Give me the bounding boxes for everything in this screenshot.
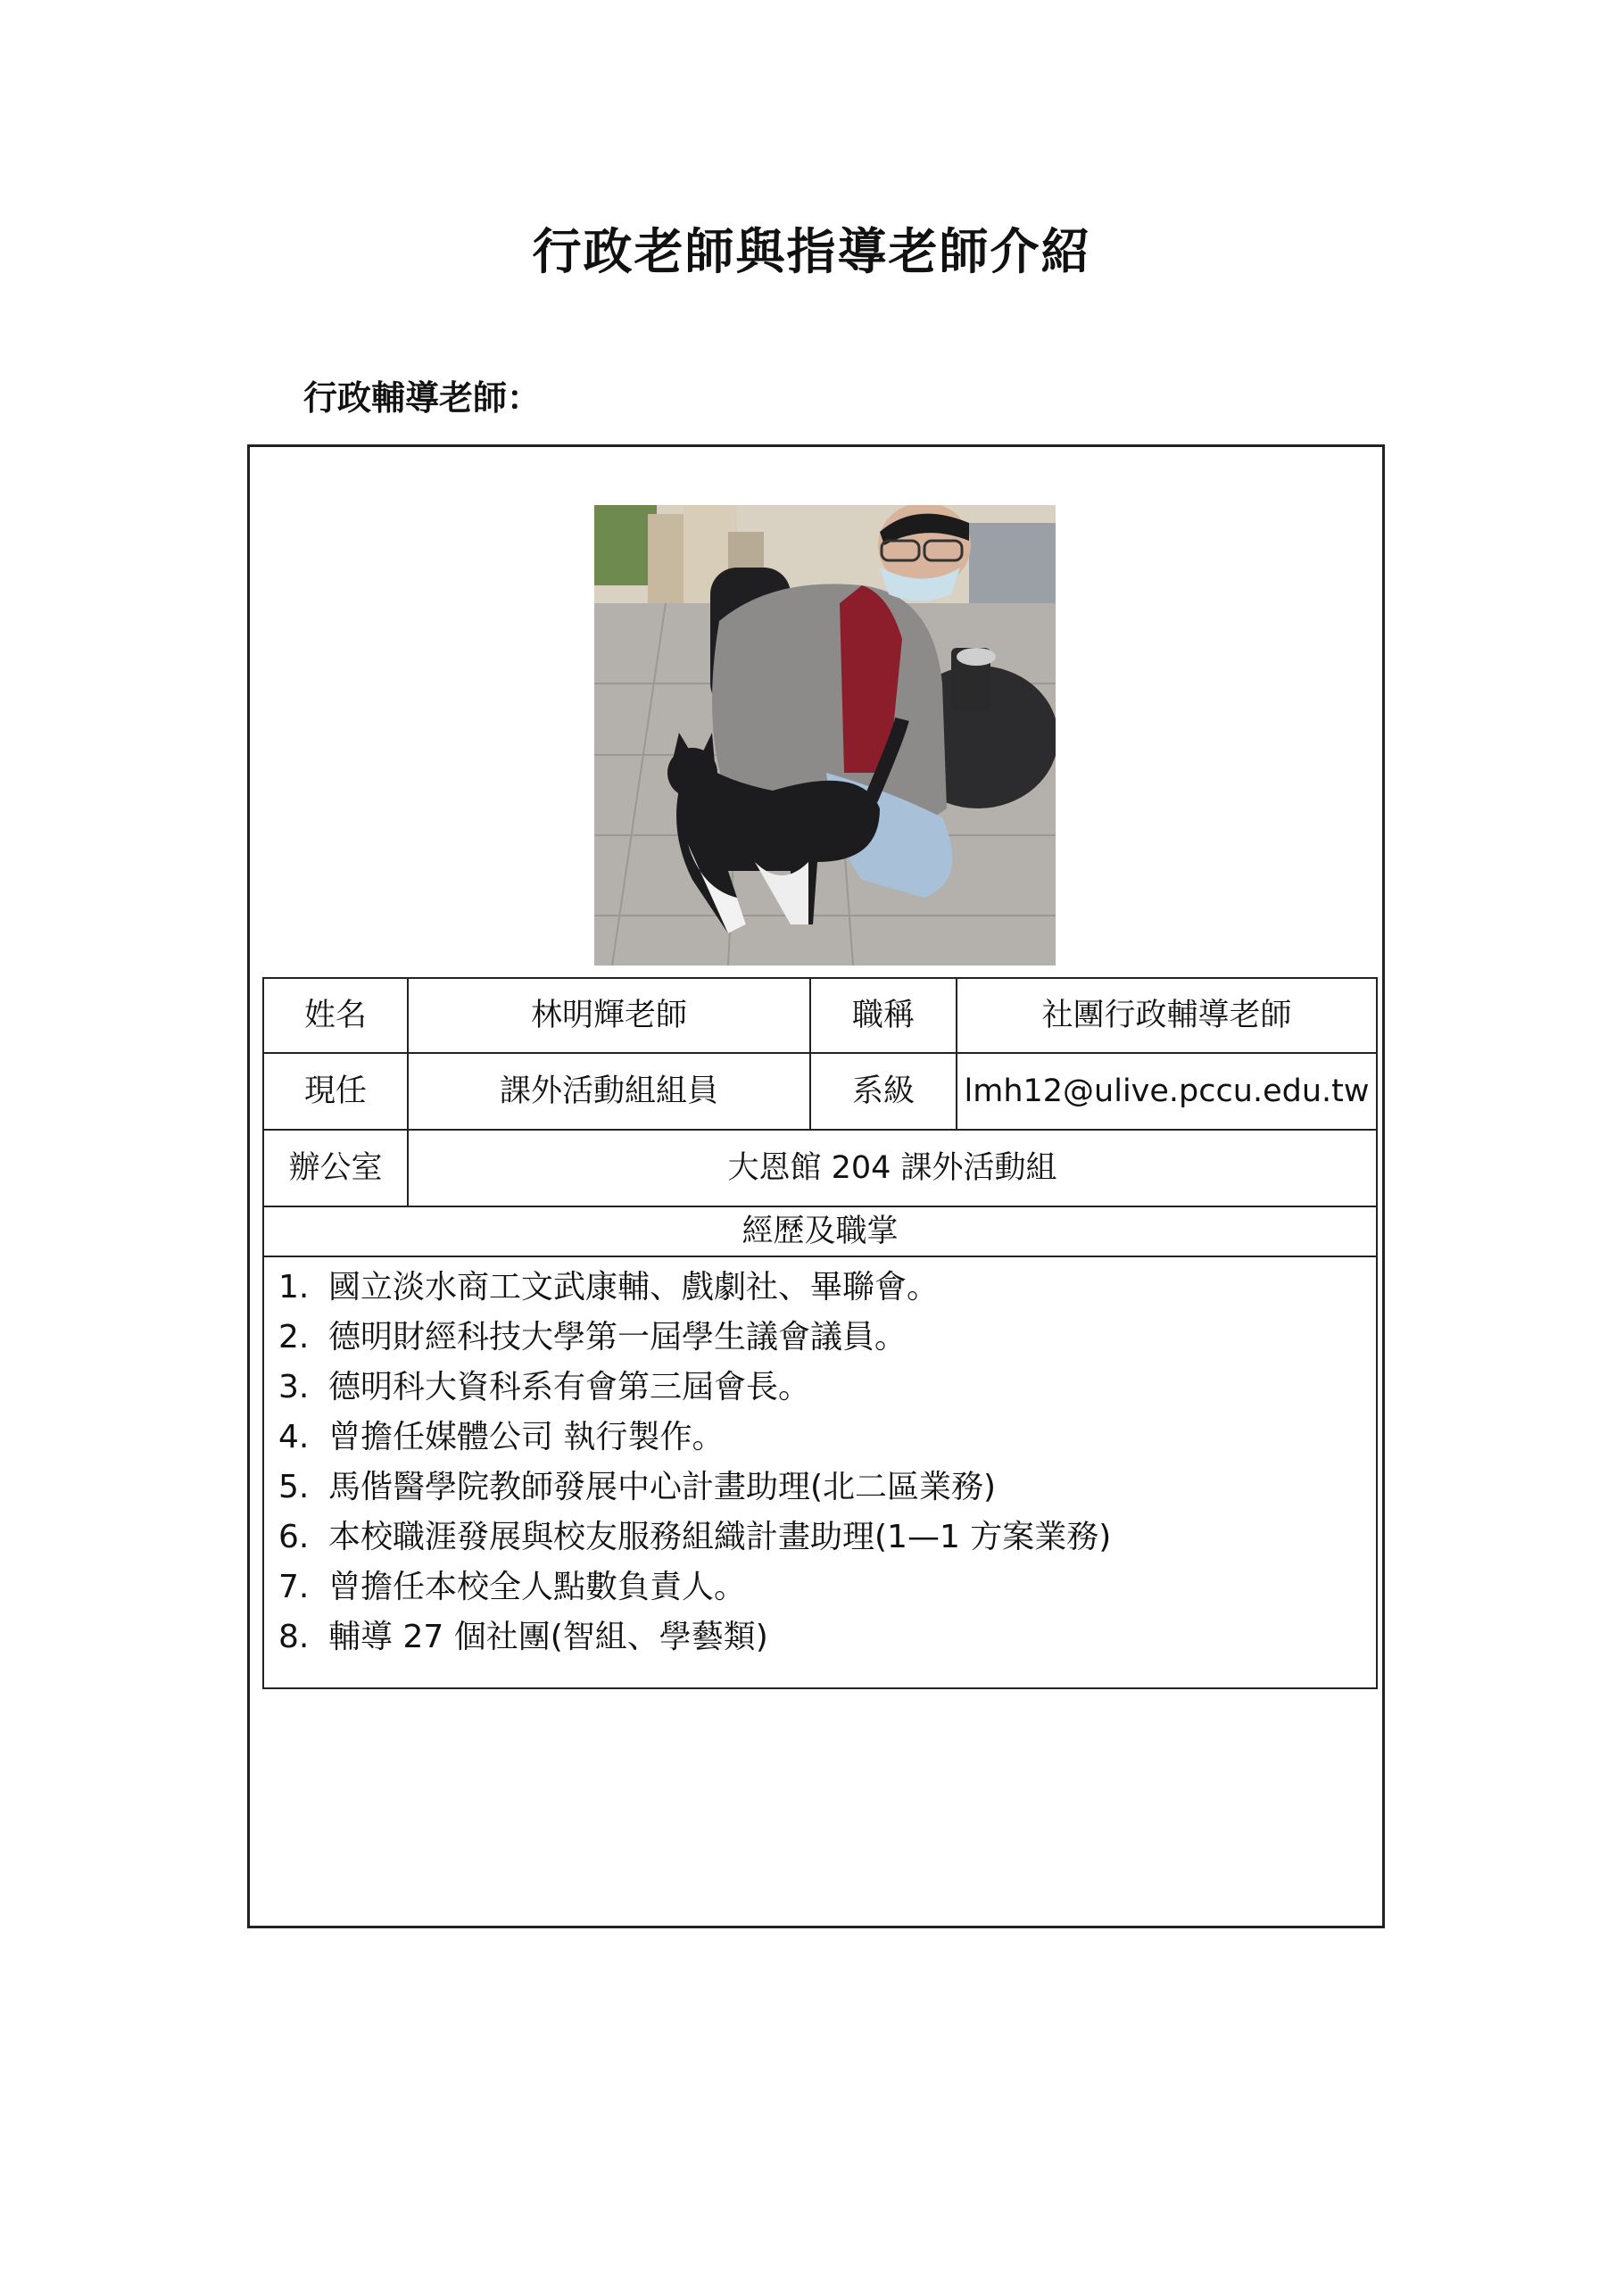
list-item bbox=[278, 1612, 1362, 1662]
list-item-text: 馬偕醫學院教師發展中心計畫助理(北二區業務) bbox=[328, 1469, 997, 1506]
list-item-number: 3. bbox=[278, 1369, 310, 1406]
list-item-number: 5. bbox=[278, 1469, 310, 1506]
list-item-number: 2. bbox=[278, 1319, 310, 1356]
list-item-text: 曾擔任本校全人點數負責人。 bbox=[328, 1569, 747, 1606]
teacher-photo bbox=[594, 505, 1056, 966]
section-heading: 行政輔導老師： bbox=[303, 378, 542, 418]
page-title: 行政老師與指導老師介紹 bbox=[532, 223, 1092, 280]
list-item bbox=[278, 1263, 1362, 1313]
list-item bbox=[278, 1413, 1362, 1463]
name-value: 林明輝老師 bbox=[408, 978, 810, 1053]
name-label: 姓名 bbox=[263, 978, 408, 1053]
dept-label: 系級 bbox=[810, 1053, 957, 1130]
list-item-text: 輔導 27 個社團(智組、學藝類) bbox=[328, 1619, 768, 1656]
current-label: 現任 bbox=[263, 1053, 408, 1130]
list-item bbox=[278, 1463, 1362, 1513]
info-table bbox=[262, 977, 1378, 1689]
list-item-number: 4. bbox=[278, 1419, 310, 1456]
photo-illustration bbox=[594, 505, 1056, 966]
list-item-number: 7. bbox=[278, 1569, 310, 1606]
career-header: 經歷及職掌 bbox=[263, 1206, 1377, 1256]
list-item-text: 國立淡水商工文武康輔、戲劇社、畢聯會。 bbox=[328, 1269, 940, 1306]
list-item bbox=[278, 1562, 1362, 1612]
list-item-number: 8. bbox=[278, 1619, 310, 1656]
position-label: 職稱 bbox=[810, 978, 957, 1053]
list-item-text: 曾擔任媒體公司 執行製作。 bbox=[328, 1419, 725, 1456]
list-item bbox=[278, 1363, 1362, 1413]
dept-value: lmh12@ulive.pccu.edu.tw bbox=[957, 1053, 1377, 1130]
current-value: 課外活動組組員 bbox=[408, 1053, 810, 1130]
list-item-text: 德明科大資科系有會第三屆會長。 bbox=[328, 1369, 811, 1406]
office-label: 辦公室 bbox=[263, 1130, 408, 1206]
list-item bbox=[278, 1513, 1362, 1562]
list-item bbox=[278, 1313, 1362, 1363]
list-item-number: 1. bbox=[278, 1269, 310, 1306]
list-item-text: 本校職涯發展與校友服務組織計畫助理(1—1 方案業務) bbox=[328, 1519, 1112, 1556]
list-item-text: 德明財經科技大學第一屆學生議會議員。 bbox=[328, 1319, 907, 1356]
list-item-number: 6. bbox=[278, 1519, 310, 1556]
office-value: 大恩館 204 課外活動組 bbox=[408, 1130, 1377, 1206]
career-list bbox=[263, 1256, 1377, 1688]
position-value: 社團行政輔導老師 bbox=[957, 978, 1377, 1053]
